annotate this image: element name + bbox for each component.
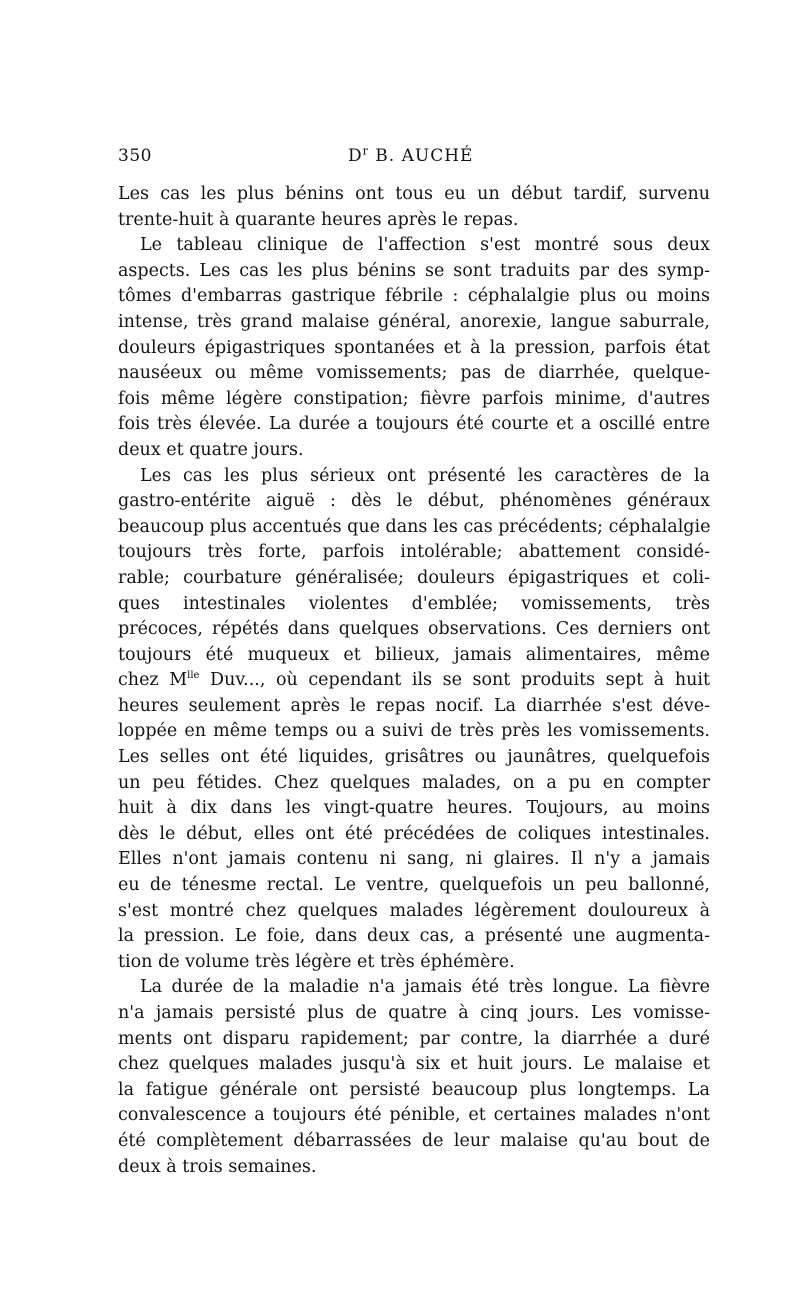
text-line-content: chez M xyxy=(118,670,188,691)
text-line-content: été complètement débarrassées de leur malaise qu'au bout de xyxy=(118,1130,710,1151)
text-line xyxy=(118,1001,710,1027)
text-line xyxy=(118,515,710,541)
text-line-content: Le tableau clinique de l'affection s'est montré sous deux xyxy=(140,235,710,256)
running-head-prefix: D xyxy=(348,146,363,166)
text-line-content: Les cas les plus bénins ont tous eu un début tardif, survenu xyxy=(118,184,710,204)
text-line-content: tômes d'embarras gastrique fébrile : céphalalgie plus ou moins xyxy=(118,286,710,307)
text-line-content: la fatigue générale ont persisté beaucoup plus longtemps. La xyxy=(118,1079,710,1100)
text-line-content: ments ont disparu rapidement; par contre, la diarrhée a duré xyxy=(118,1028,710,1049)
running-head-sup: r xyxy=(362,144,369,158)
text-line-content: toujours très forte, parfois intolérable; abattement considé- xyxy=(118,542,710,563)
text-line-content: dès le début, elles ont été précédées de coliques intestinales. xyxy=(118,823,710,844)
text-line xyxy=(118,950,710,976)
text-line xyxy=(118,489,710,515)
text-line xyxy=(118,310,710,336)
text-line-content: ques intestinales violentes d'emblée; vomissements, très xyxy=(118,593,710,614)
text-line xyxy=(118,387,710,413)
text-line xyxy=(118,822,710,848)
text-line-content: s'est montré chez quelques malades légèrement douloureux à xyxy=(118,900,710,921)
text-line xyxy=(118,899,710,925)
text-line xyxy=(118,592,710,618)
text-line-content: toujours été muqueux et bilieux, jamais alimentaires, même xyxy=(118,644,710,665)
text-line-content: aspects. Les cas les plus bénins se sont traduits par des symp- xyxy=(118,260,710,281)
text-line xyxy=(118,464,710,490)
text-line-content: huit à dix dans les vingt-quatre heures. Toujours, au moins xyxy=(118,798,710,819)
text-line-content: fois très élevée. La durée a toujours été courte et a oscillé entre xyxy=(118,414,710,435)
running-head xyxy=(348,146,473,166)
running-head-name: B. AUCHÉ xyxy=(368,146,474,166)
text-line xyxy=(118,873,710,899)
text-line xyxy=(118,668,710,694)
text-line-content: eu de ténesme rectal. Le ventre, quelquefois un peu ballonné, xyxy=(118,875,710,896)
text-line xyxy=(118,566,710,592)
text-line-content: loppée en même temps ou a suivi de très près les vomissements. xyxy=(118,721,710,742)
text-line-content: fois même légère constipation; fièvre parfois minime, d'autres xyxy=(118,388,710,409)
text-line xyxy=(118,259,710,285)
text-line xyxy=(118,1129,710,1155)
text-line xyxy=(118,745,710,771)
text-line xyxy=(118,1027,710,1053)
text-line-content: deux et quatre jours. xyxy=(118,439,304,460)
text-line xyxy=(118,1052,710,1078)
text-line-content: Elles n'ont jamais contenu ni sang, ni glaires. Il n'y a jamais xyxy=(118,849,710,870)
text-line-content: intense, très grand malaise général, anorexie, langue saburrale, xyxy=(118,311,710,332)
text-line xyxy=(118,284,710,310)
text-line-content: la pression. Le foie, dans deux cas, a présenté une augmenta- xyxy=(118,926,710,947)
text-line-content: un peu fétides. Chez quelques malades, on a pu en compter xyxy=(118,772,710,793)
text-line xyxy=(118,1078,710,1104)
text-line xyxy=(118,771,710,797)
text-line xyxy=(118,1103,710,1129)
text-line-content: douleurs épigastriques spontanées et à la pression, parfois état xyxy=(118,337,710,358)
text-line-content: deux à trois semaines. xyxy=(118,1156,317,1177)
text-line-content: La durée de la maladie n'a jamais été très longue. La fièvre xyxy=(140,977,710,998)
page-header xyxy=(118,146,710,172)
text-line xyxy=(118,924,710,950)
body-text xyxy=(118,182,710,1180)
text-line-content: chez quelques malades jusqu'à six et huit jours. Le malaise et xyxy=(118,1054,710,1075)
text-line xyxy=(118,643,710,669)
text-line-content: nauséeux ou même vomissements; pas de diarrhée, quelque- xyxy=(118,363,710,384)
text-line xyxy=(118,847,710,873)
text-line-content: tion de volume très légère et très éphémère. xyxy=(118,951,515,972)
text-line xyxy=(118,796,710,822)
text-line-content: heures seulement après le repas nocif. La diarrhée s'est déve- xyxy=(118,695,710,716)
text-line xyxy=(118,336,710,362)
text-line xyxy=(118,1155,710,1181)
text-line-content: n'a jamais persisté plus de quatre à cinq jours. Les vomisse- xyxy=(118,1003,710,1023)
text-line-content: trente-huit à quarante heures après le repas. xyxy=(118,209,519,230)
text-line-content: convalescence a toujours été pénible, et certaines malades n'ont xyxy=(118,1105,710,1126)
text-line xyxy=(118,719,710,745)
text-line xyxy=(118,208,710,234)
text-line xyxy=(118,233,710,259)
text-line-content: beaucoup plus accentués que dans les cas précédents; céphalalgie xyxy=(118,516,710,537)
text-line-content: précoces, répétés dans quelques observations. Ces derniers ont xyxy=(118,619,710,640)
superscript: lle xyxy=(187,670,200,682)
text-line xyxy=(118,975,710,1001)
text-line xyxy=(118,182,710,208)
page-number: 350 xyxy=(118,146,152,166)
text-line-content: Les cas les plus sérieux ont présenté les caractères de la xyxy=(140,465,710,486)
text-line-continuation: Duv..., où cependant ils se sont produits sept à huit xyxy=(199,670,710,691)
text-line xyxy=(118,694,710,720)
text-line xyxy=(118,540,710,566)
text-line-content: rable; courbature généralisée; douleurs épigastriques et coli- xyxy=(118,567,710,588)
text-line xyxy=(118,617,710,643)
text-line xyxy=(118,412,710,438)
text-line-content: gastro-entérite aiguë : dès le début, phénomènes généraux xyxy=(118,491,710,512)
text-line xyxy=(118,438,710,464)
text-line xyxy=(118,361,710,387)
text-line-content: Les selles ont été liquides, grisâtres ou jaunâtres, quelquefois xyxy=(118,747,710,768)
